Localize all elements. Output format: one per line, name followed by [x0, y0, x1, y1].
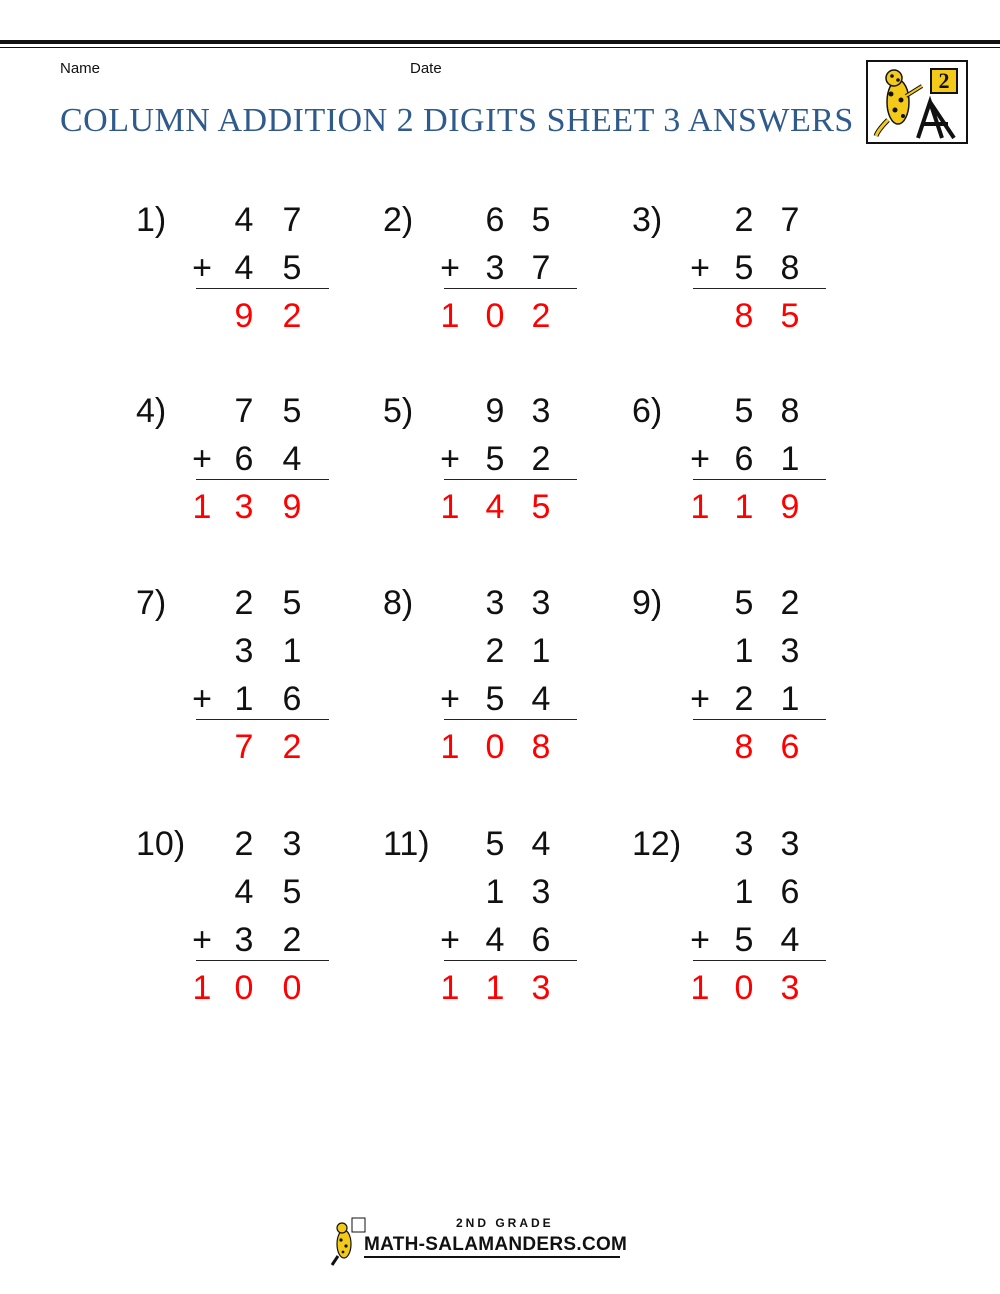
plus-sign: +: [440, 921, 460, 959]
sum-rule: [693, 719, 826, 720]
answer-digit: 2: [531, 297, 551, 335]
answer-digit: 6: [780, 728, 800, 766]
problem-number: 1): [136, 201, 167, 239]
answer-digit: 1: [690, 969, 710, 1007]
answer-digit: 1: [192, 488, 212, 526]
addend-digit: 5: [734, 392, 754, 430]
addend-digit: 1: [531, 632, 551, 670]
answer-digit: 9: [780, 488, 800, 526]
addend-digit: 3: [531, 873, 551, 911]
addend-digit: 6: [734, 440, 754, 478]
plus-sign: +: [440, 680, 460, 718]
addend-digit: 2: [780, 584, 800, 622]
addend-digit: 2: [734, 680, 754, 718]
plus-sign: +: [192, 680, 212, 718]
answer-digit: 5: [531, 488, 551, 526]
addend-digit: 1: [734, 873, 754, 911]
addend-digit: 1: [780, 680, 800, 718]
sum-rule: [444, 960, 577, 961]
addend-digit: 5: [531, 201, 551, 239]
problem-number: 3): [632, 201, 663, 239]
sum-rule: [196, 960, 329, 961]
answer-digit: 1: [440, 488, 460, 526]
addend-digit: 5: [485, 825, 505, 863]
answer-digit: 1: [734, 488, 754, 526]
answer-digit: 4: [485, 488, 505, 526]
addend-digit: 6: [780, 873, 800, 911]
answer-digit: 0: [485, 297, 505, 335]
answer-digit: 8: [734, 728, 754, 766]
answer-digit: 3: [531, 969, 551, 1007]
problem-number: 5): [383, 392, 414, 430]
plus-sign: +: [192, 921, 212, 959]
answer-digit: 1: [485, 969, 505, 1007]
footer-site-label: MATH-SALAMANDERS.COM: [364, 1234, 628, 1255]
problem-number: 7): [136, 584, 167, 622]
addend-digit: 1: [282, 632, 302, 670]
answer-digit: 0: [282, 969, 302, 1007]
addend-digit: 1: [780, 440, 800, 478]
addend-digit: 4: [485, 921, 505, 959]
addend-digit: 2: [234, 825, 254, 863]
answer-digit: 8: [531, 728, 551, 766]
answer-digit: 1: [690, 488, 710, 526]
addend-digit: 2: [282, 921, 302, 959]
addend-digit: 3: [234, 632, 254, 670]
addend-digit: 4: [282, 440, 302, 478]
answer-digit: 2: [282, 297, 302, 335]
answer-digit: 0: [234, 969, 254, 1007]
addend-digit: 3: [485, 249, 505, 287]
answer-digit: 3: [780, 969, 800, 1007]
addend-digit: 4: [234, 201, 254, 239]
top-rule-thin: [0, 47, 1000, 48]
answer-digit: 0: [485, 728, 505, 766]
addend-digit: 5: [282, 392, 302, 430]
answer-digit: 1: [440, 297, 460, 335]
sum-rule: [444, 479, 577, 480]
addend-digit: 8: [780, 249, 800, 287]
sum-rule: [693, 960, 826, 961]
grade-badge: 2: [930, 68, 958, 94]
addend-digit: 6: [485, 201, 505, 239]
footer-underline: [364, 1256, 620, 1258]
answer-digit: 8: [734, 297, 754, 335]
addend-digit: 3: [780, 825, 800, 863]
answer-digit: 5: [780, 297, 800, 335]
addend-digit: 3: [282, 825, 302, 863]
problem-number: 11): [383, 825, 430, 863]
addend-digit: 4: [234, 873, 254, 911]
problem-number: 2): [383, 201, 414, 239]
addend-digit: 6: [234, 440, 254, 478]
problem-number: 8): [383, 584, 414, 622]
footer-salamander-icon: [330, 1216, 366, 1266]
addend-digit: 5: [734, 921, 754, 959]
answer-digit: 7: [234, 728, 254, 766]
addend-digit: 5: [282, 249, 302, 287]
sum-rule: [196, 479, 329, 480]
date-label: Date: [410, 60, 442, 77]
problem-number: 9): [632, 584, 663, 622]
answer-digit: 1: [192, 969, 212, 1007]
addend-digit: 2: [234, 584, 254, 622]
addend-digit: 5: [485, 680, 505, 718]
addend-digit: 4: [780, 921, 800, 959]
answer-digit: 1: [440, 969, 460, 1007]
addend-digit: 5: [734, 249, 754, 287]
addend-digit: 4: [531, 680, 551, 718]
sum-rule: [196, 288, 329, 289]
plus-sign: +: [440, 440, 460, 478]
sum-rule: [444, 288, 577, 289]
addend-digit: 1: [234, 680, 254, 718]
addend-digit: 1: [734, 632, 754, 670]
answer-digit: 0: [734, 969, 754, 1007]
answer-digit: 1: [440, 728, 460, 766]
salamander-logo: [866, 60, 968, 144]
footer-grade-label: 2ND GRADE: [456, 1216, 554, 1230]
addend-digit: 6: [531, 921, 551, 959]
answer-digit: 2: [282, 728, 302, 766]
addend-digit: 1: [485, 873, 505, 911]
sum-rule: [693, 288, 826, 289]
addend-digit: 7: [282, 201, 302, 239]
addend-digit: 7: [780, 201, 800, 239]
addend-digit: 5: [282, 873, 302, 911]
addend-digit: 7: [234, 392, 254, 430]
problem-number: 12): [632, 825, 682, 863]
addend-digit: 6: [282, 680, 302, 718]
addend-digit: 2: [531, 440, 551, 478]
addend-digit: 3: [780, 632, 800, 670]
plus-sign: +: [690, 249, 710, 287]
problem-number: 10): [136, 825, 186, 863]
sheet-title: COLUMN ADDITION 2 DIGITS SHEET 3 ANSWERS: [60, 102, 854, 139]
problem-number: 6): [632, 392, 663, 430]
addend-digit: 3: [734, 825, 754, 863]
problem-number: 4): [136, 392, 167, 430]
addend-digit: 3: [485, 584, 505, 622]
answer-digit: 9: [234, 297, 254, 335]
addend-digit: 4: [531, 825, 551, 863]
footer-logo: [330, 1216, 628, 1266]
addend-digit: 5: [485, 440, 505, 478]
addend-digit: 7: [531, 249, 551, 287]
plus-sign: +: [690, 680, 710, 718]
addend-digit: 8: [780, 392, 800, 430]
plus-sign: +: [192, 440, 212, 478]
addend-digit: 5: [282, 584, 302, 622]
addend-digit: 4: [234, 249, 254, 287]
sum-rule: [693, 479, 826, 480]
plus-sign: +: [690, 921, 710, 959]
addend-digit: 5: [734, 584, 754, 622]
plus-sign: +: [440, 249, 460, 287]
sum-rule: [444, 719, 577, 720]
addend-digit: 3: [234, 921, 254, 959]
addend-digit: 2: [734, 201, 754, 239]
addend-digit: 3: [531, 392, 551, 430]
addend-digit: 9: [485, 392, 505, 430]
name-label: Name: [60, 60, 101, 77]
answer-digit: 9: [282, 488, 302, 526]
addend-digit: 2: [485, 632, 505, 670]
addend-digit: 3: [531, 584, 551, 622]
answer-digit: 3: [234, 488, 254, 526]
plus-sign: +: [192, 249, 212, 287]
top-rule: [0, 40, 1000, 44]
plus-sign: +: [690, 440, 710, 478]
sum-rule: [196, 719, 329, 720]
